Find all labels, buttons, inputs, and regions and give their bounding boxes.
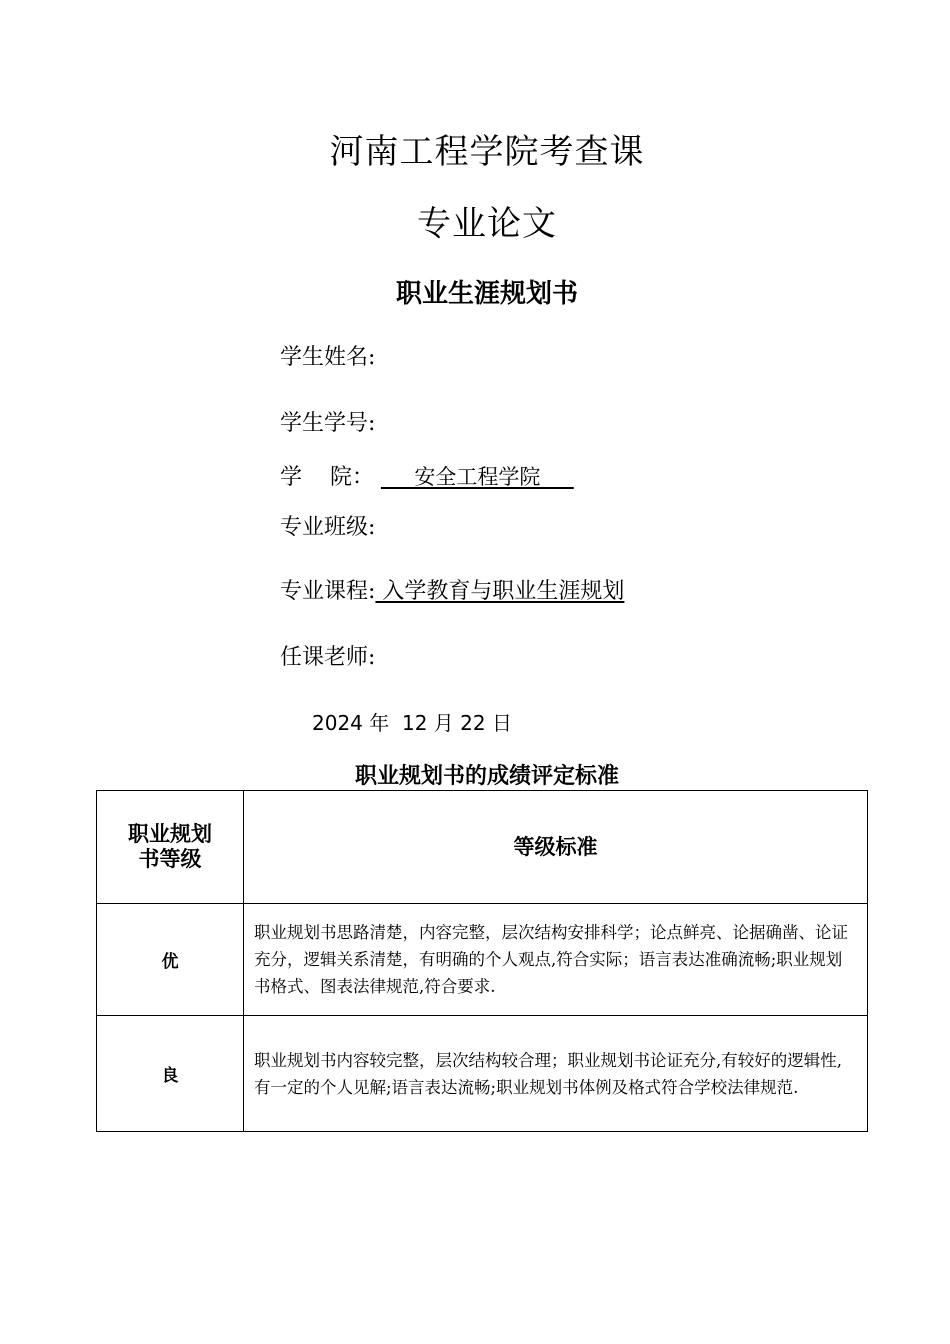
- date-month-unit: 月: [433, 711, 454, 735]
- class-label: 专业班级:: [280, 515, 376, 540]
- grade-label: 良: [97, 1016, 244, 1132]
- course-label: 专业课程:: [280, 579, 376, 604]
- header-standard: 等级标准: [244, 791, 868, 904]
- college-value: 安全工程学院: [380, 465, 574, 489]
- grade-standard: 职业规划书内容较完整，层次结构较合理；职业规划书论证充分,有较好的逻辑性,有一定的个人见解;语言表达流畅;职业规划书体例及格式符合学校法律规范.: [244, 1016, 868, 1132]
- grading-table: [96, 790, 868, 1132]
- date-day: 22: [460, 711, 486, 735]
- table-header-row: [97, 791, 868, 904]
- table-row: [97, 1016, 868, 1132]
- course-value: 入学教育与职业生涯规划: [375, 579, 625, 604]
- field-college: [280, 462, 574, 493]
- college-label: 学 院：: [280, 465, 374, 490]
- field-student-name: [280, 343, 375, 373]
- title-school-course: 河南工程学院考查课: [329, 132, 645, 172]
- date-year-unit: 年: [369, 711, 390, 735]
- field-student-id: [280, 409, 375, 439]
- date-month: 12: [401, 711, 428, 735]
- field-teacher: [280, 643, 375, 673]
- field-course: [280, 577, 624, 607]
- grade-label: 优: [97, 904, 244, 1016]
- date-year: 2024: [312, 711, 363, 735]
- student-id-label: 学生学号:: [280, 411, 376, 436]
- student-name-label: 学生姓名:: [280, 345, 376, 370]
- table-row: [97, 904, 868, 1016]
- header-grade-label: 职业规划书等级: [128, 822, 212, 871]
- field-class: [280, 513, 375, 543]
- teacher-label: 任课老师:: [280, 645, 376, 670]
- date-line: [312, 708, 512, 738]
- title-document: 职业生涯规划书: [395, 279, 578, 309]
- grade-standard: 职业规划书思路清楚，内容完整，层次结构安排科学；论点鲜亮、论据确凿、论证充分，逻辑关系清楚，有明确的个人观点,符合实际；语言表达准确流畅;职业规划书格式、图表法律规范,符合要求.: [244, 904, 868, 1016]
- date-day-unit: 日: [491, 711, 512, 735]
- header-grade: [97, 791, 244, 904]
- title-paper-type: 专业论文: [417, 204, 557, 244]
- grading-table-title: 职业规划书的成绩评定标准: [354, 764, 619, 789]
